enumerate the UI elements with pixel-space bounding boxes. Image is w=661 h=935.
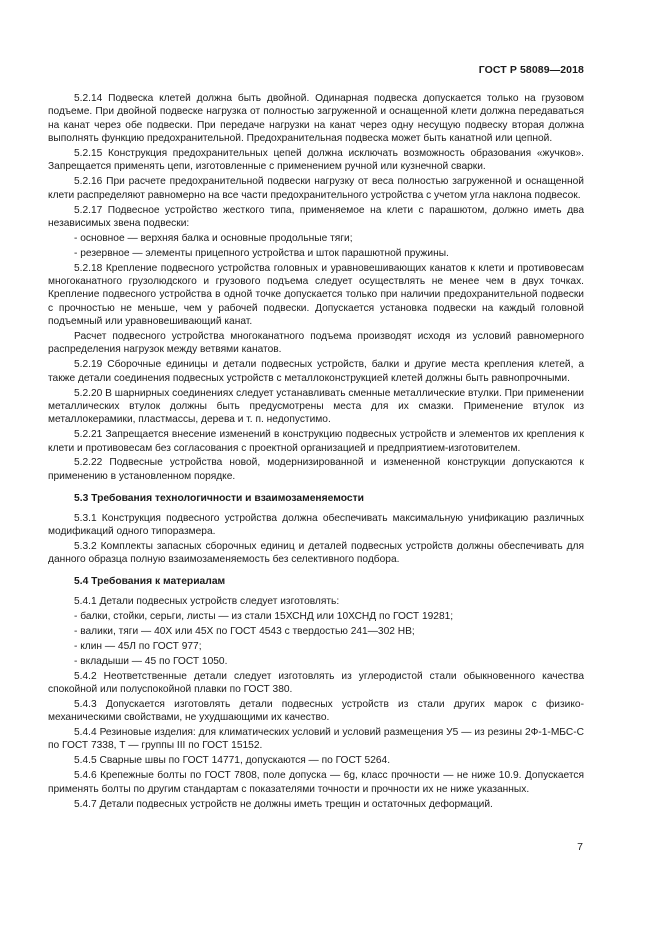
paragraph: 5.4.4 Резиновые изделия: для климатических условий и условий размещения У5 — из резины 2Ф-1-МБС-С по ГОСТ 7338, Т — группы III по ГОСТ 15152. (48, 727, 584, 752)
paragraph: 5.4.5 Сварные швы по ГОСТ 14771, допускаются — по ГОСТ 5264. (74, 755, 391, 767)
paragraph: 5.4.1 Детали подвесных устройств следует изготовлять: (74, 595, 340, 607)
paragraph: 5.3.1 Конструкция подвесного устройства должна обеспечивать максимальную унификацию различных модификаций одного типоразмера. (48, 512, 584, 537)
document-body (48, 92, 584, 813)
paragraph: 5.2.18 Крепление подвесного устройства головных и уравновешивающих канатов к клети и противовесам многоканатного грузолюдского и грузового подъема следует осуществлять не менее чем в двух точках. Крепление подвесного устройства в одной точке допускается только при наличии предохранительной подвески с прочностью не меньше, чем у рабочей подвески. Допускается установка подвески на каждый головной подъемный или уравновешивающий канат. (48, 262, 584, 328)
paragraph: 5.4.7 Детали подвесных устройств не должны иметь трещин и остаточных деформаций. (74, 798, 493, 810)
list-item: - клин — 45Л по ГОСТ 977; (74, 640, 202, 652)
paragraph: 5.2.19 Сборочные единицы и детали подвесных устройств, балки и другие места крепления клетей, а также детали соединения подвесных устройств с металлоконструкцией клетей должны быть равнопрочными. (48, 359, 584, 384)
paragraph: 5.2.14 Подвеска клетей должна быть двойной. Одинарная подвеска допускается только на грузовом подъеме. При двойной подвеске нагрузка от полностью загруженной и оснащенной клети должна передаваться на канат через обе подвески. При передаче нагрузки на канат через одну несущую подвеску вторая должна выполнять функцию предохранительной. Предохранительная подвеска может быть канатной или цепной. (48, 93, 584, 145)
paragraph: 5.2.16 При расчете предохранительной подвески нагрузку от веса полностью загруженной и оснащенной клети распределяют равномерно на все части предохранительного устройства с учетом угла наклона подвесок. (48, 176, 584, 201)
section-heading: 5.3 Требования технологичности и взаимозаменяемости (74, 493, 364, 505)
section-heading: 5.4 Требования к материалам (74, 576, 226, 588)
paragraph: 5.4.2 Неответственные детали следует изготовлять из углеродистой стали обыкновенного качества спокойной или полуспокойной плавки по ГОСТ 380. (48, 670, 584, 695)
paragraph: 5.2.22 Подвесные устройства новой, модернизированной и измененной конструкции допускаются к применению в установленном порядке. (48, 457, 584, 482)
paragraph: 5.4.3 Допускается изготовлять детали подвесных устройств из стали других марок с физико-механическими свойствами, не ухудшающими их качество. (48, 698, 584, 724)
document-header: ГОСТ Р 58089—2018 (478, 64, 584, 76)
list-item: - валики, тяги — 40Х или 45Х по ГОСТ 4543 с твердостью 241—302 НВ; (74, 625, 415, 637)
list-item: - вкладыши — 45 по ГОСТ 1050. (74, 655, 228, 667)
list-item: - резервное — элементы прицепного устройства и шток парашютной пружины. (74, 247, 449, 259)
paragraph: 5.2.21 Запрещается внесение изменений в конструкцию подвесных устройств и элементов их крепления к клети и противовесам без согласования с проектной организацией и предприятием-изготовителем. (48, 429, 584, 454)
paragraph: 5.2.20 В шарнирных соединениях следует устанавливать сменные металлические втулки. При применении металлических втулок должны быть предусмотрены места для их смазки. Применение втулок из металлокерамики, пластмассы, дерева и т. п. недопустимо. (48, 387, 584, 426)
list-item: - балки, стойки, серьги, листы — из стали 15ХСНД или 10ХСНД по ГОСТ 19281; (74, 610, 454, 622)
list-item: - основное — верхняя балка и основные продольные тяги; (74, 232, 353, 244)
paragraph: Расчет подвесного устройства многоканатного подъема производят исходя из условий равномерного распределения нагрузок между ветвями канатов. (48, 331, 584, 356)
paragraph: 5.2.17 Подвесное устройство жесткого типа, применяемое на клети с парашютом, должно иметь два независимых звена подвески: (48, 204, 584, 229)
paragraph: 5.3.2 Комплекты запасных сборочных единиц и деталей подвесных устройств должны обеспечивать для данного образца полную взаимозаменяемость без селективного подбора. (48, 540, 584, 566)
page-number: 7 (577, 841, 583, 853)
paragraph: 5.2.15 Конструкция предохранительных цепей должна исключать возможность образования «жучков». Запрещается применять цепи, изготовленные с применением ручной или кузнечной сварки. (48, 147, 584, 173)
paragraph: 5.4.6 Крепежные болты по ГОСТ 7808, поле допуска — 6g, класс прочности — не ниже 10.9. Допускается применять болты по другим стандартам с показателями точности и прочности их не ниже указанных. (48, 770, 584, 795)
